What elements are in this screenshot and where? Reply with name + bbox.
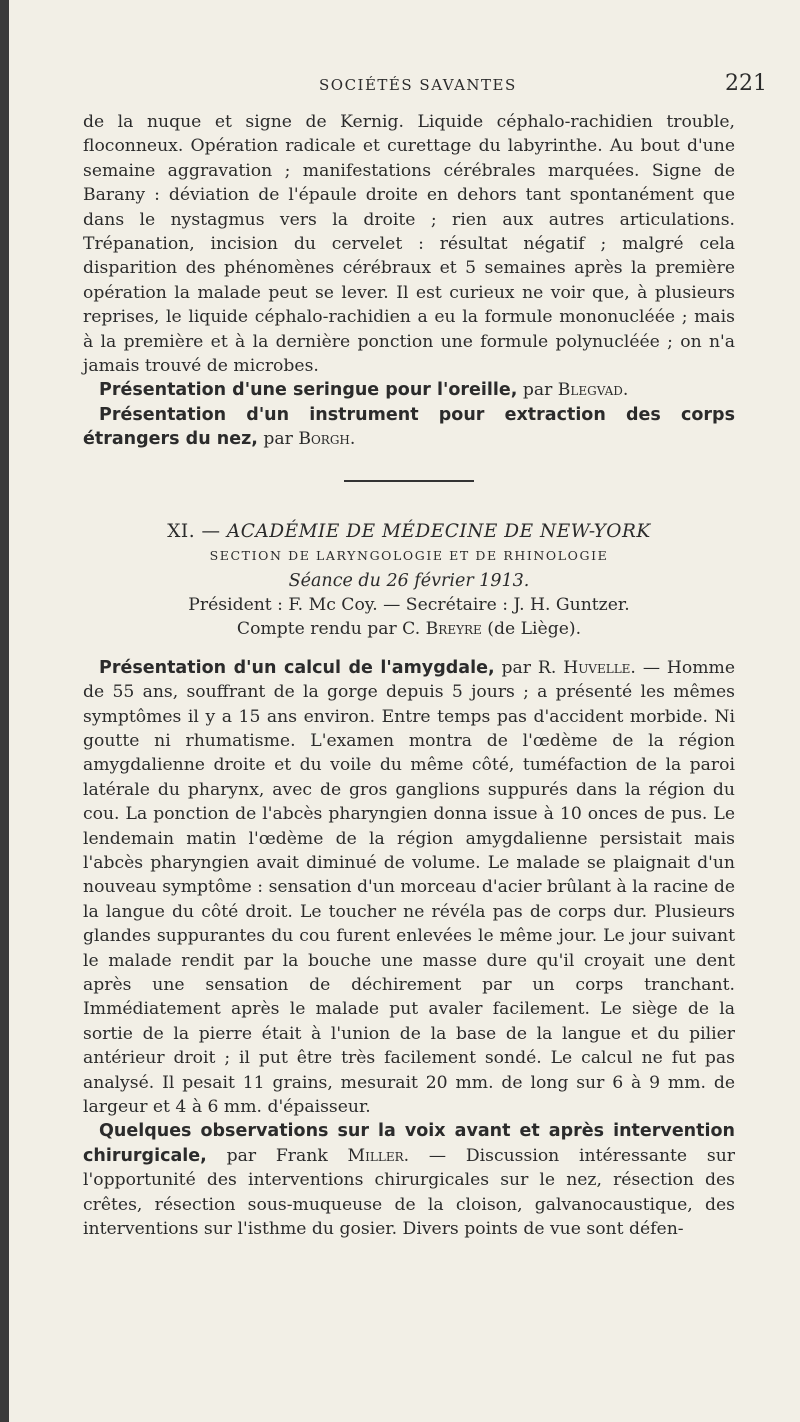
item-author: Borgh. (298, 429, 356, 450)
item-voix (83, 1119, 735, 1241)
item-title: Présentation d'un calcul de l'amygdale, (99, 657, 495, 678)
section-number: XI. — (167, 520, 221, 542)
page-body (83, 110, 735, 1241)
section-divider (344, 480, 474, 482)
spacer (83, 642, 735, 656)
officers-line: Président : F. Mc Coy. — Secrétaire : J. H. Guntzer. (188, 594, 630, 615)
running-title: SOCIÉTÉS SAVANTES (319, 76, 517, 94)
session-date: Séance du 26 février 1913. (288, 570, 530, 591)
report-suffix: (de Liège). (487, 619, 582, 640)
item-by: par (522, 380, 553, 401)
item-calcul (83, 656, 735, 1120)
item-text: — Homme de 55 ans, souffrant de la gorge depuis 5 jours ; a présenté les mêmes symptômes il y a 15 ans environ. Entre temps pas d'accident morbide. Ni goutte ni rhumatisme. L'examen montra de l'œdème de la région amygdalienne droite et du voile du même côté, tuméfaction de la paroi latérale du pharynx, avec de gros ganglions suppurés dans la région du cou. La ponction de l'abcès pharyngien donna issue à 10 onces de pus. Le lendemain matin l'œdème de la région amygdalienne persistait mais l'abcès pharyngien avait diminué de volume. Le malade se plaignait d'un nouveau symptôme : sensation d'un morceau d'acier brûlant à la racine de la langue du côté droit. Le toucher ne révéla pas de corps dur. Plusieurs glandes suppurantes du cou furent enlevées le même jour. Le jour suivant le malade rendit par la bouche une masse dure qu'il croyait une dent après une sensation de déchirement par un corps tranchant. Immédiatement après le malade put avaler facilement. Le siège de la sortie de la pierre était à l'union de la base de la langue et du pilier antérieur droit ; il put être très facilement sondé. Le calcul ne fut pas analysé. Il pesait 11 grains, mesurait 20 mm. de long sur 6 à 9 mm. de largeur et 4 à 6 mm. d'épaisseur. (83, 657, 736, 1118)
item-by: par Frank (226, 1145, 328, 1166)
item-title: Quelques observations sur la voix avant et après intervention chirurgicale, (83, 1121, 735, 1166)
section-subtitle: SECTION DE LARYNGOLOGIE ET DE RHINOLOGIE (209, 548, 609, 564)
item-title: Présentation d'une seringue pour l'oreille, (99, 380, 518, 401)
page-number: 221 (725, 71, 767, 96)
item-title: Présentation d'un instrument pour extraction des corps étrangers du nez, (83, 404, 735, 450)
section-heading (83, 520, 735, 544)
item-text: — Discussion intéressante sur l'opportunité des interventions chirurgicales sur le nez, résection des crêtes, résection sous-muqueuse de la cloison, galvanocaustique, des interventions sur l'isthme du gosier. Divers points de vue sont défen- (83, 1145, 736, 1240)
item-author: Miller. (347, 1145, 410, 1166)
item-seringue (83, 378, 735, 402)
running-header (9, 71, 800, 98)
report-credit (83, 617, 735, 641)
item-instrument (83, 403, 735, 452)
item-author: Huvelle. (563, 657, 636, 678)
report-prefix: Compte rendu par C. (236, 619, 421, 640)
item-by: par (263, 429, 293, 450)
item-by: par R. (501, 657, 557, 678)
item-author: Blegvad. (557, 380, 629, 401)
section-title: ACADÉMIE DE MÉDECINE DE NEW-YORK (226, 520, 651, 542)
report-author: Breyre (425, 619, 482, 640)
paragraph-case-continuation: de la nuque et signe de Kernig. Liquide céphalo-rachidien trouble, floconneux. Opération radicale et curettage du labyrinthe. Au bout d'une semaine aggravation ; manifestations cérébrales marquées. Signe de Barany : déviation de l'épaule droite en dehors tant spontanément que dans le nystagmus vers la droite ; rien aux autres articulations. Trépanation, incision du cervelet : résultat négatif ; malgré cela disparition des phénomènes cérébraux et 5 semaines après la première opération la malade peut se lever. Il est curieux ne voir que, à plusieurs reprises, le liquide céphalo-rachidien a eu la formule mononucléée ; mais à la première et à la dernière ponction une formule polynucléée ; on n'a jamais trouvé de microbes. (83, 112, 735, 377)
